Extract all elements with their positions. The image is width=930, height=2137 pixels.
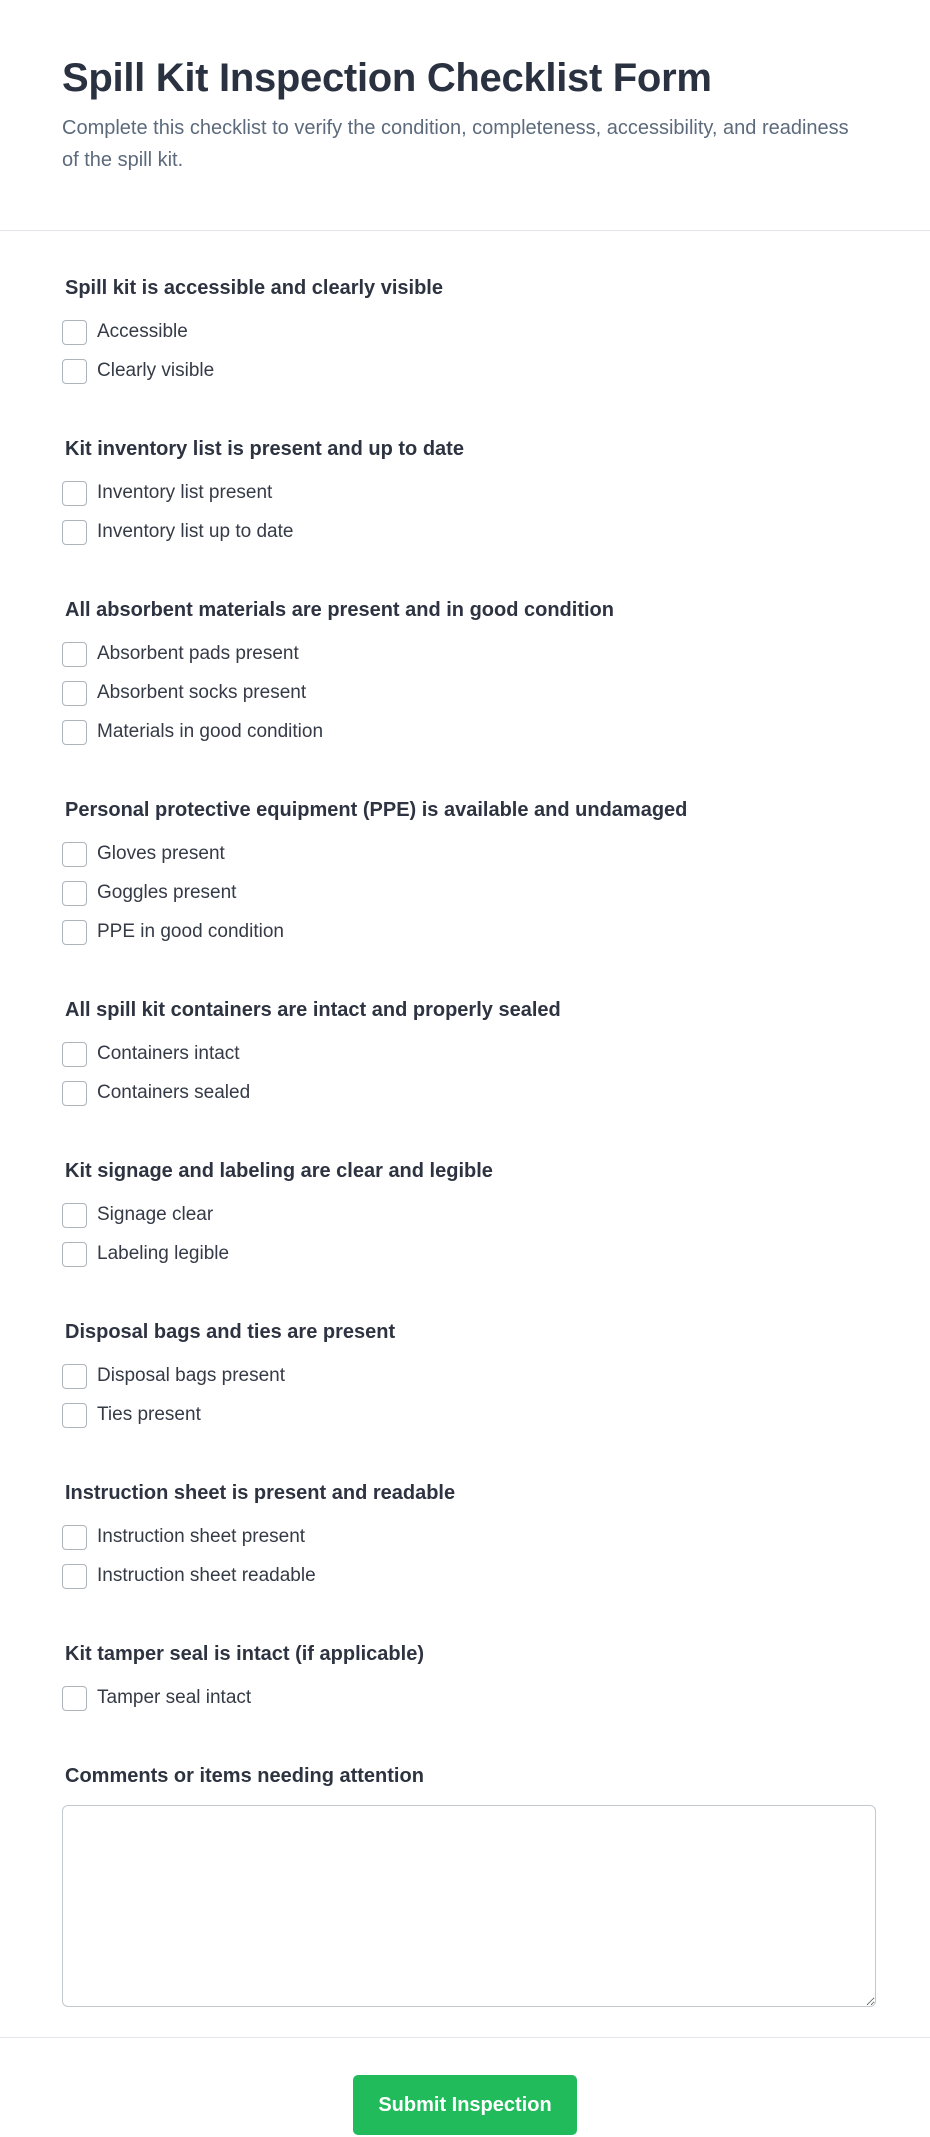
option-label: Containers sealed [97, 1082, 251, 1103]
option-label: Accessible [97, 321, 188, 342]
checklist-option[interactable] [62, 719, 868, 745]
checklist-option[interactable] [62, 1041, 868, 1067]
checklist-option[interactable] [62, 1685, 868, 1711]
checklist-option[interactable] [62, 641, 868, 667]
option-label: Gloves present [97, 843, 225, 864]
checklist-option[interactable] [62, 1080, 868, 1106]
checklist-group-signage [62, 1158, 868, 1267]
checkbox-absorbent-pads-present[interactable] [62, 642, 87, 667]
checklist-group-disposal [62, 1319, 868, 1428]
form-footer [0, 2037, 930, 2135]
group-label: Instruction sheet is present and readable [65, 1482, 456, 1504]
checkbox-inventory-list-present[interactable] [62, 481, 87, 506]
checkbox-disposal-bags-present[interactable] [62, 1364, 87, 1389]
page-subtitle: Complete this checklist to verify the condition, completeness, accessibility, and readiness of the spill kit. [62, 117, 849, 171]
checklist-group-accessibility [62, 275, 868, 384]
group-label: Spill kit is accessible and clearly visible [65, 277, 443, 299]
checkbox-materials-good-condition[interactable] [62, 720, 87, 745]
checkbox-gloves-present[interactable] [62, 842, 87, 867]
option-label: Inventory list present [97, 482, 273, 503]
option-label: Goggles present [97, 882, 237, 903]
checklist-group-containers [62, 997, 868, 1106]
checklist-option[interactable] [62, 680, 868, 706]
checkbox-ppe-good-condition[interactable] [62, 920, 87, 945]
checkbox-signage-clear[interactable] [62, 1203, 87, 1228]
checklist-option[interactable] [62, 1241, 868, 1267]
checkbox-inventory-list-up-to-date[interactable] [62, 520, 87, 545]
option-label: Instruction sheet readable [97, 1565, 316, 1586]
checklist-option[interactable] [62, 319, 868, 345]
comments-label: Comments or items needing attention [65, 1765, 424, 1787]
checkbox-clearly-visible[interactable] [62, 359, 87, 384]
option-label: Instruction sheet present [97, 1526, 306, 1547]
checklist-option[interactable] [62, 880, 868, 906]
group-label: Kit tamper seal is intact (if applicable) [65, 1643, 424, 1665]
checklist-option[interactable] [62, 1524, 868, 1550]
checklist-option[interactable] [62, 1363, 868, 1389]
option-label: Tamper seal intact [97, 1687, 252, 1708]
checkbox-absorbent-socks-present[interactable] [62, 681, 87, 706]
option-label: Containers intact [97, 1043, 240, 1064]
checklist-option[interactable] [62, 1563, 868, 1589]
option-label: Signage clear [97, 1204, 214, 1225]
option-label: Labeling legible [97, 1243, 230, 1264]
checklist-option[interactable] [62, 841, 868, 867]
option-label: Clearly visible [97, 360, 215, 381]
comments-section [62, 1763, 868, 2007]
checklist-option[interactable] [62, 480, 868, 506]
checkbox-accessible[interactable] [62, 320, 87, 345]
group-label: All absorbent materials are present and in good condition [65, 599, 614, 621]
checklist-group-ppe [62, 797, 868, 945]
option-label: Inventory list up to date [97, 521, 294, 542]
submit-inspection-button[interactable]: Submit Inspection [353, 2075, 577, 2135]
checklist-option[interactable] [62, 919, 868, 945]
option-label: PPE in good condition [97, 921, 284, 942]
checklist-option[interactable] [62, 1202, 868, 1228]
checkbox-ties-present[interactable] [62, 1403, 87, 1428]
option-label: Absorbent socks present [97, 682, 307, 703]
checkbox-labeling-legible[interactable] [62, 1242, 87, 1267]
checklist-option[interactable] [62, 1402, 868, 1428]
option-label: Disposal bags present [97, 1365, 285, 1386]
group-label: Disposal bags and ties are present [65, 1321, 396, 1343]
checklist-group-inventory [62, 436, 868, 545]
comments-textarea[interactable] [62, 1805, 876, 2007]
checklist-group-absorbent-materials [62, 597, 868, 745]
group-label: All spill kit containers are intact and properly sealed [65, 999, 561, 1021]
checkbox-goggles-present[interactable] [62, 881, 87, 906]
form-header [0, 0, 930, 231]
checklist-group-instructions [62, 1480, 868, 1589]
page-title: Spill Kit Inspection Checklist Form [62, 56, 712, 100]
checkbox-instruction-sheet-readable[interactable] [62, 1564, 87, 1589]
form-body [0, 231, 930, 2007]
group-label: Personal protective equipment (PPE) is available and undamaged [65, 799, 688, 821]
option-label: Ties present [97, 1404, 201, 1425]
group-label: Kit inventory list is present and up to date [65, 438, 464, 460]
checkbox-tamper-seal-intact[interactable] [62, 1686, 87, 1711]
option-label: Materials in good condition [97, 721, 324, 742]
checklist-option[interactable] [62, 519, 868, 545]
checklist-group-tamper-seal [62, 1641, 868, 1711]
checkbox-instruction-sheet-present[interactable] [62, 1525, 87, 1550]
option-label: Absorbent pads present [97, 643, 299, 664]
checklist-option[interactable] [62, 358, 868, 384]
checkbox-containers-sealed[interactable] [62, 1081, 87, 1106]
group-label: Kit signage and labeling are clear and legible [65, 1160, 493, 1182]
checkbox-containers-intact[interactable] [62, 1042, 87, 1067]
